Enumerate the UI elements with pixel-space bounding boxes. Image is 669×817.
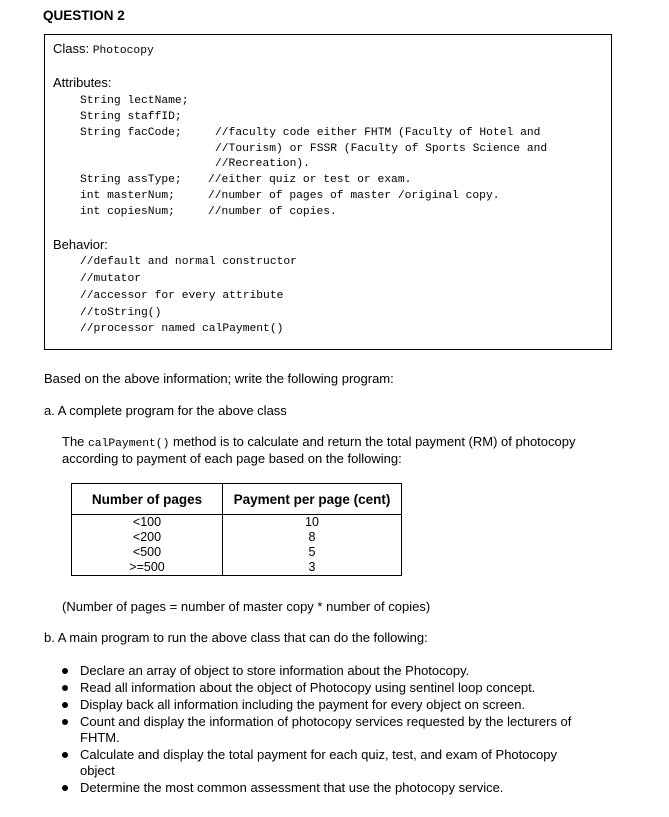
table-cell: >=500 (72, 560, 223, 576)
bullet-text: Display back all information including the payment for every object on screen. (80, 697, 526, 712)
behavior-item: //processor named calPayment() (80, 323, 284, 335)
bullet-icon (62, 685, 68, 691)
table-cell: <200 (72, 530, 223, 545)
part-a-label: a. A complete program for the above class (44, 403, 287, 418)
attribute-comment: //Tourism) or FSSR (Faculty of Sports Science and (215, 143, 548, 155)
attribute-decl: String assType; (80, 174, 182, 186)
pages-formula-note: (Number of pages = number of master copy * number of copies) (62, 599, 431, 614)
table-row (72, 545, 402, 560)
table-row (72, 530, 402, 545)
table-row (72, 560, 402, 576)
table-cell: 10 (223, 515, 402, 531)
behavior-item: //toString() (80, 307, 162, 319)
bullet-text: Calculate and display the total payment for each quiz, test, and exam of Photocopy (80, 747, 557, 762)
class-name: Photocopy (92, 45, 154, 57)
part-a-description-line2: according to payment of each page based on the following: (62, 451, 402, 466)
bullet-text-continuation: FHTM. (80, 730, 120, 745)
intro-text: Based on the above information; write the following program: (44, 371, 394, 386)
bullet-text: Count and display the information of photocopy services requested by the lecturers of (80, 714, 572, 729)
table-header-row (72, 484, 402, 515)
bullet-icon (62, 719, 68, 725)
attribute-decl: String staffID; (80, 111, 182, 123)
attribute-decl: String lectName; (80, 95, 189, 107)
payment-table (71, 483, 402, 576)
table-cell: 8 (223, 530, 402, 545)
table-header: Payment per page (cent) (223, 484, 402, 515)
table-cell: <100 (72, 515, 223, 531)
table-cell: <500 (72, 545, 223, 560)
bullet-text: Declare an array of object to store information about the Photocopy. (80, 663, 470, 678)
class-header (53, 41, 154, 57)
part-b-label: b. A main program to run the above class that can do the following: (44, 630, 428, 645)
desc-prefix: The (62, 434, 89, 449)
attribute-comment: //number of pages of master /original copy. (208, 190, 500, 202)
bullet-icon (62, 668, 68, 674)
attributes-label: Attributes: (53, 75, 112, 90)
class-label: Class: (53, 41, 90, 56)
attribute-decl: int copiesNum; (80, 206, 175, 218)
method-name-code: calPayment() (88, 438, 170, 450)
class-definition-box (44, 34, 612, 350)
table-row (72, 515, 402, 531)
bullet-icon (62, 752, 68, 758)
bullet-text: Read all information about the object of Photocopy using sentinel loop concept. (80, 680, 536, 695)
bullet-text: Determine the most common assessment that use the photocopy service. (80, 780, 504, 795)
behavior-label: Behavior: (53, 237, 108, 252)
behavior-item: //accessor for every attribute (80, 290, 284, 302)
bullet-icon (62, 785, 68, 791)
table-header: Number of pages (72, 484, 223, 515)
attribute-decl: String facCode; (80, 127, 182, 139)
attribute-comment: //faculty code either FHTM (Faculty of Hotel and (215, 127, 541, 139)
part-a-description-line1 (62, 434, 575, 450)
question-title: QUESTION 2 (43, 8, 125, 23)
bullet-text-continuation: object (80, 763, 115, 778)
desc-rest: method is to calculate and return the total payment (RM) of photocopy (169, 434, 576, 449)
attribute-comment: //number of copies. (208, 206, 337, 218)
attribute-comment: //Recreation). (215, 158, 310, 170)
table-cell: 3 (223, 560, 402, 576)
attribute-comment: //either quiz or test or exam. (208, 174, 412, 186)
attribute-decl: int masterNum; (80, 190, 175, 202)
behavior-item: //default and normal constructor (80, 256, 297, 268)
bullet-icon (62, 702, 68, 708)
behavior-item: //mutator (80, 273, 142, 285)
table-cell: 5 (223, 545, 402, 560)
